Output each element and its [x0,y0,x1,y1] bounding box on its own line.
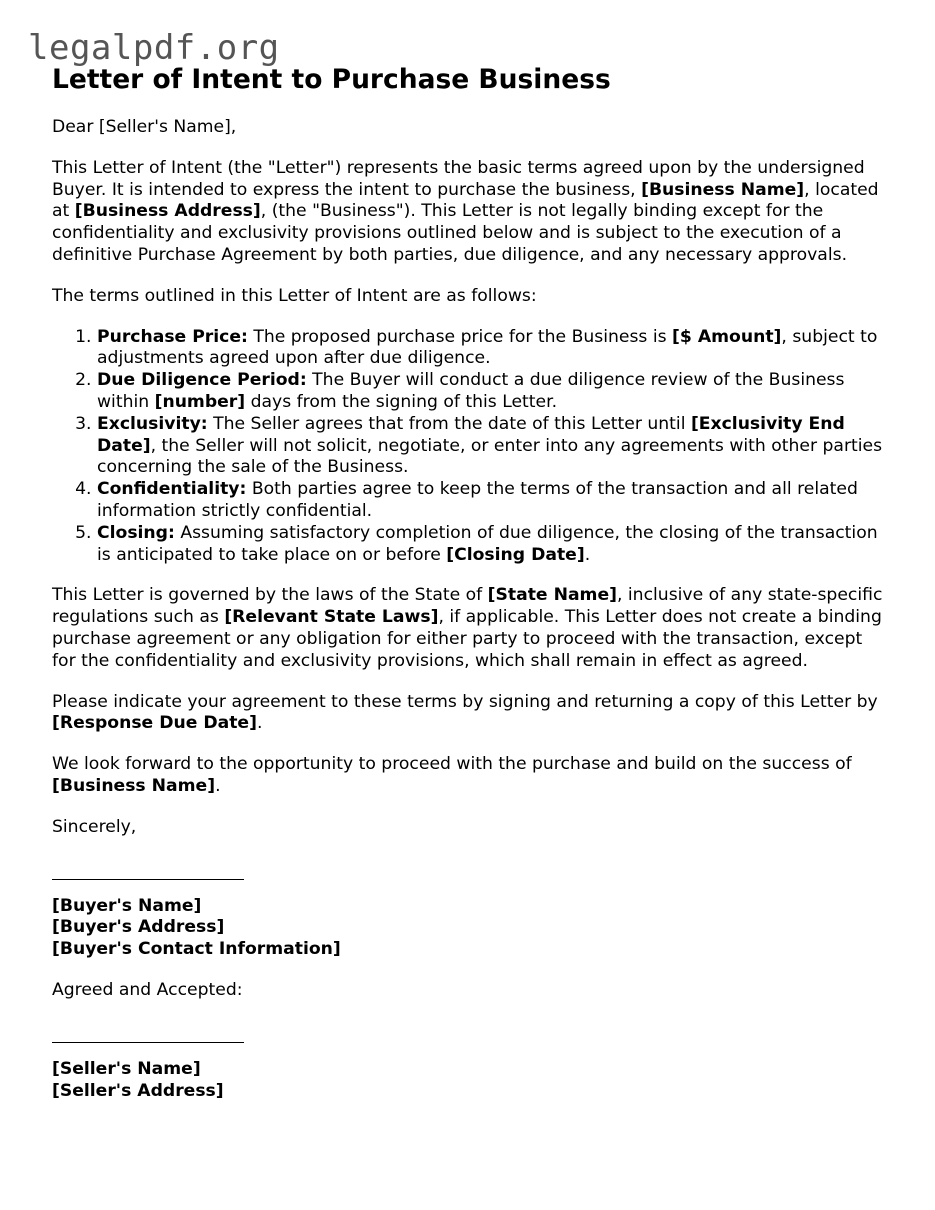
greeting: Dear [Seller's Name], [52,117,237,137]
terms-list [52,327,887,567]
term-text: , subject to adjustments agreed upon after due diligence. [97,326,878,369]
term-text: days from the signing of this Letter. [245,391,558,412]
term-confidentiality [97,479,887,523]
response-text-1: Please indicate your agreement to these terms by signing and returning a copy of this Letter by [52,691,878,712]
seller-block [52,1059,887,1103]
buyer-address: [Buyer's Address] [52,917,225,938]
seller-address: [Seller's Address] [52,1080,224,1101]
document-page [52,62,887,1121]
signoff: Sincerely, [52,816,137,837]
governing-text-1: This Letter is governed by the laws of the State of [52,585,488,606]
amount-placeholder: [$ Amount] [672,326,782,347]
term-label: Due Diligence Period: [97,370,307,391]
closing-text-2: . [215,775,221,796]
term-text: , the Seller will not solicit, negotiate, or enter into any agreements with other parties concerning the sale of the Business. [97,435,883,478]
term-closing [97,523,887,567]
number-placeholder: [number] [154,391,246,412]
term-label: Confidentiality: [97,479,247,500]
closing-paragraph [52,754,887,798]
intro-text-2: , located at [52,179,879,222]
governing-text-2: , inclusive of any state-specific regulations such as [52,585,883,628]
intro-text-3: , (the "Business"). This Letter is not legally binding except for the confidentiality and exclusivity provisions outlined below and is subject to the execution of a definitive Purchase Agreement by both parties, due diligence, and any necessary approvals. [52,201,848,265]
business-address-placeholder: [Business Address] [74,201,261,222]
term-due-diligence [97,370,887,414]
watermark-logo: legalpdf.org [28,28,280,68]
accepted-label: Agreed and Accepted: [52,979,243,1000]
response-date-placeholder: [Response Due Date] [52,713,257,734]
state-name-placeholder: [State Name] [487,585,617,606]
business-name-placeholder: [Business Name] [52,775,216,796]
term-label: Closing: [97,522,175,543]
term-label: Purchase Price: [97,326,248,347]
term-text: The proposed purchase price for the Business is [247,326,673,347]
buyer-contact: [Buyer's Contact Information] [52,939,341,960]
governing-text-3: , if applicable. This Letter does not create a binding purchase agreement or any obligation for either party to proceed with the transaction, except for the confidentiality and exclusivity provisions, which shall remain in effect as agreed. [52,607,882,671]
closing-text-1: We look forward to the opportunity to proceed with the purchase and build on the success of [52,754,852,775]
response-text-2: . [256,713,263,734]
terms-intro: The terms outlined in this Letter of Intent are as follows: [52,285,537,306]
closing-date-placeholder: [Closing Date] [446,544,585,565]
term-label: Exclusivity: [97,413,208,434]
buyer-name: [Buyer's Name] [52,895,202,916]
governing-law-paragraph [52,585,887,672]
term-purchase-price [97,327,887,371]
term-text: The Buyer will conduct a due diligence review of the Business within [97,370,845,412]
document-title: Letter of Intent to Purchase Business [52,64,611,95]
buyer-block [52,896,887,961]
seller-name: [Seller's Name] [52,1058,201,1079]
intro-paragraph [52,158,887,267]
seller-signature-line [52,1042,244,1043]
term-exclusivity [97,414,887,479]
business-name-placeholder: [Business Name] [641,179,805,200]
intro-text-1: This Letter of Intent (the "Letter") represents the basic terms agreed upon by the undersigned Buyer. It is intended to express the intent to purchase the business, [52,157,865,200]
term-text: The Seller agrees that from the date of this Letter until [207,413,691,434]
response-paragraph [52,692,887,736]
term-text: . [584,544,591,565]
term-text: Both parties agree to keep the terms of the transaction and all related information strictly confidential. [97,479,858,521]
state-laws-placeholder: [Relevant State Laws] [224,607,439,628]
exclusivity-date-placeholder: [Exclusivity End Date] [97,413,845,456]
term-text: Assuming satisfactory completion of due diligence, the closing of the transaction is anticipated to take place on or before [97,522,878,565]
buyer-signature-line [52,879,244,880]
